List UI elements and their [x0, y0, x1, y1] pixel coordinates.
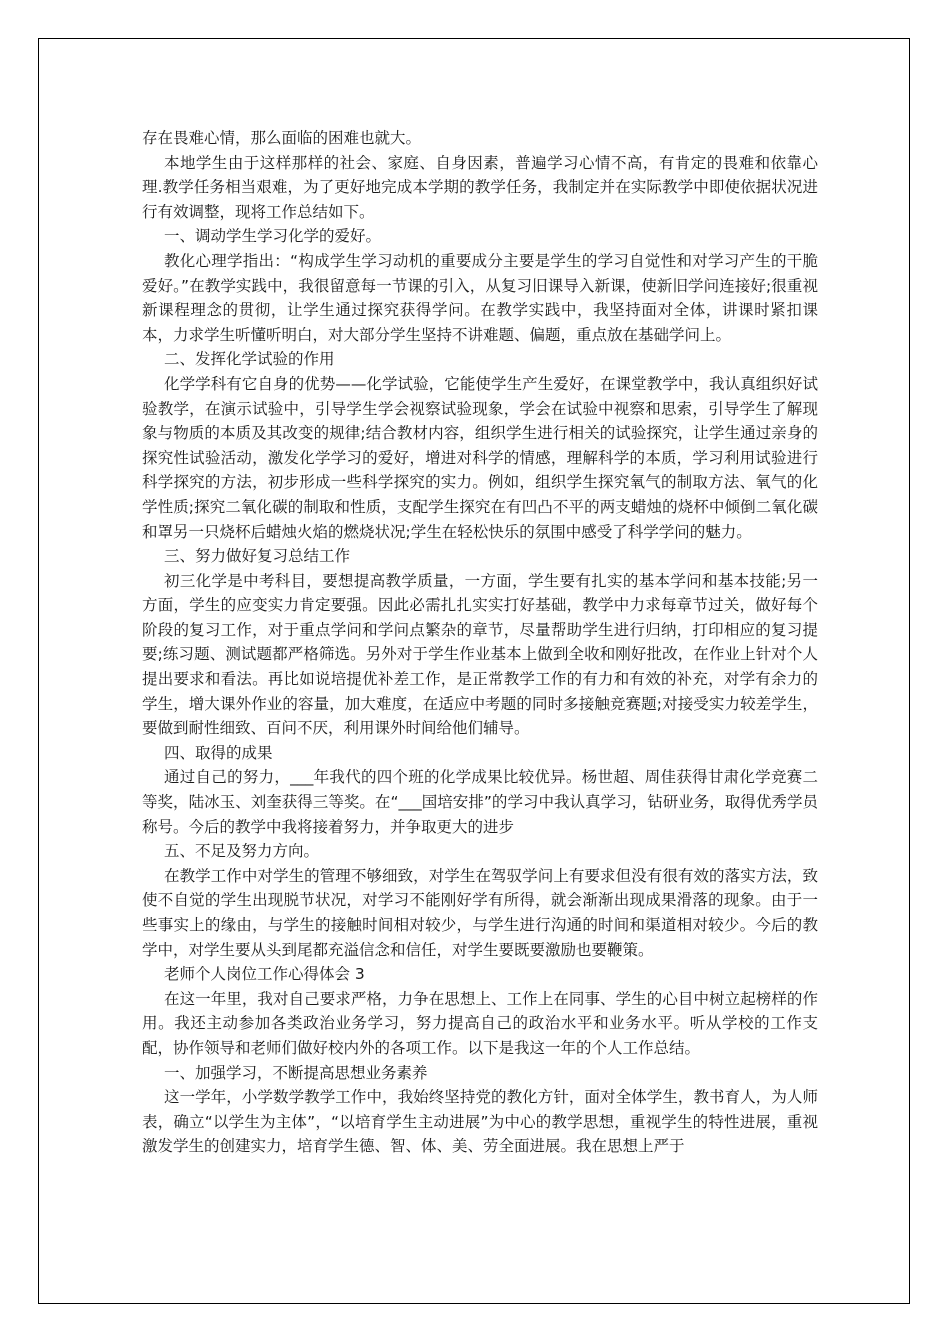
paragraph: 通过自己的努力，___年我代的四个班的化学成果比较优异。杨世超、周佳获得甘肃化学竞赛二等奖，陆冰玉、刘奎获得三等奖。在“___国培安排”的学习中我认真学习，钻研业务，取得优秀学员称号。今后的教学中我将接着努力，并争取更大的进步	[142, 768, 818, 836]
paragraph: 在这一年里，我对自己要求严格，力争在思想上、工作上在同事、学生的心目中树立起榜样的作用。我还主动参加各类政治业务学习，努力提高自己的政治水平和业务水平。听从学校的工作支配，协作领导和老师们做好校内外的各项工作。以下是我这一年的个人工作总结。	[142, 989, 818, 1057]
section-heading: 一、加强学习，不断提高思想业务素养	[164, 1063, 428, 1082]
paragraph: 存在畏难心情，那么面临的困难也就大。	[142, 129, 422, 147]
section-heading: 三、努力做好复习总结工作	[164, 547, 351, 566]
paragraph: 这一学年，小学数学教学工作中，我始终坚持党的教化方针，面对全体学生，教书育人，为人师表，确立“以学生为主体”，“以培育学生主动进展”为中心的教学思想，重视学生的特性进展，重视激发学生的创建实力，培育学生德、智、体、美、劳全面进展。我在思想上严于	[142, 1088, 818, 1156]
section-heading: 一、调动学生学习化学的爱好。	[164, 227, 382, 246]
paragraph: 化学学科有它自身的优势——化学试验，它能使学生产生爱好，在课堂教学中，我认真组织好试验教学，在演示试验中，引导学生学会视察试验现象，学会在试验中视察和思索，引导学生了解现象与物质的本质及其改变的规律;结合教材内容，组织学生进行相关的试验探究，让学生通过亲身的探究性试验活动，激发化学学习的爱好，增进对科学的情感，理解科学的本质，学习利用试验进行科学探究的方法，初步形成一些科学探究的实力。例如，组织学生探究氧气的制取方法、氧气的化学性质;探究二氧化碳的制取和性质，支配学生探究在有凹凸不平的两支蜡烛的烧杯中倾倒二氧化碳和罩另一只烧杯后蜡烛火焰的燃烧状况;学生在轻松快乐的氛围中感受了科学学问的魅力。	[142, 374, 818, 541]
paragraph: 教化心理学指出：“构成学生学习动机的重要成分主要是学生的学习自觉性和对学习产生的干脆爱好。”在教学实践中，我很留意每一节课的引入，从复习旧课导入新课，使新旧学问连接好;很重视新课程理念的贯彻，让学生通过探究获得学问。在教学实践中，我坚持面对全体，讲课时紧扣课本，力求学生听懂听明白，对大部分学生坚持不讲难题、偏题，重点放在基础学问上。	[142, 251, 818, 344]
section-heading: 二、发挥化学试验的作用	[164, 350, 335, 369]
paragraph: 初三化学是中考科目，要想提高教学质量，一方面，学生要有扎实的基本学问和基本技能;另一方面，学生的应变实力肯定要强。因此必需扎扎实实打好基础，教学中力求每章节过关，做好每个阶段的复习工作，对于重点学问和学问点繁杂的章节，尽量帮助学生进行归纳，打印相应的复习提要;练习题、测试题都严格筛选。另外对于学生作业基本上做到全收和刚好批改，在作业上针对个人提出要求和看法。再比如说培提优补差工作，是正常教学工作的有力和有效的补充，对学有余力的学生，增大课外作业的容量，加大难度，在适应中考题的同时多接触竞赛题;对接受实力较差学生，要做到耐性细致、百问不厌，利用课外时间给他们辅导。	[142, 571, 818, 738]
article-title: 老师个人岗位工作心得体会 3	[164, 965, 365, 984]
paragraph: 本地学生由于这样那样的社会、家庭、自身因素，普遍学习心情不高，有肯定的畏难和依靠心理.教学任务相当艰难，为了更好地完成本学期的教学任务，我制定并在实际教学中即使依据状况进行有效调整，现将工作总结如下。	[142, 153, 818, 221]
section-heading: 五、不足及努力方向。	[164, 842, 320, 861]
document-body	[142, 126, 818, 1159]
section-heading: 四、取得的成果	[164, 743, 273, 762]
paragraph: 在教学工作中对学生的管理不够细致，对学生在驾驭学问上有要求但没有很有效的落实方法，致使不自觉的学生出现脱节状况，对学习不能刚好学有所得，就会渐渐出现成果滑落的现象。由于一些事实上的缘由，与学生的接触时间相对较少，与学生进行沟通的时间和渠道相对较少。今后的教学中，对学生要从头到尾都充溢信念和信任，对学生要既要激励也要鞭策。	[142, 866, 818, 959]
